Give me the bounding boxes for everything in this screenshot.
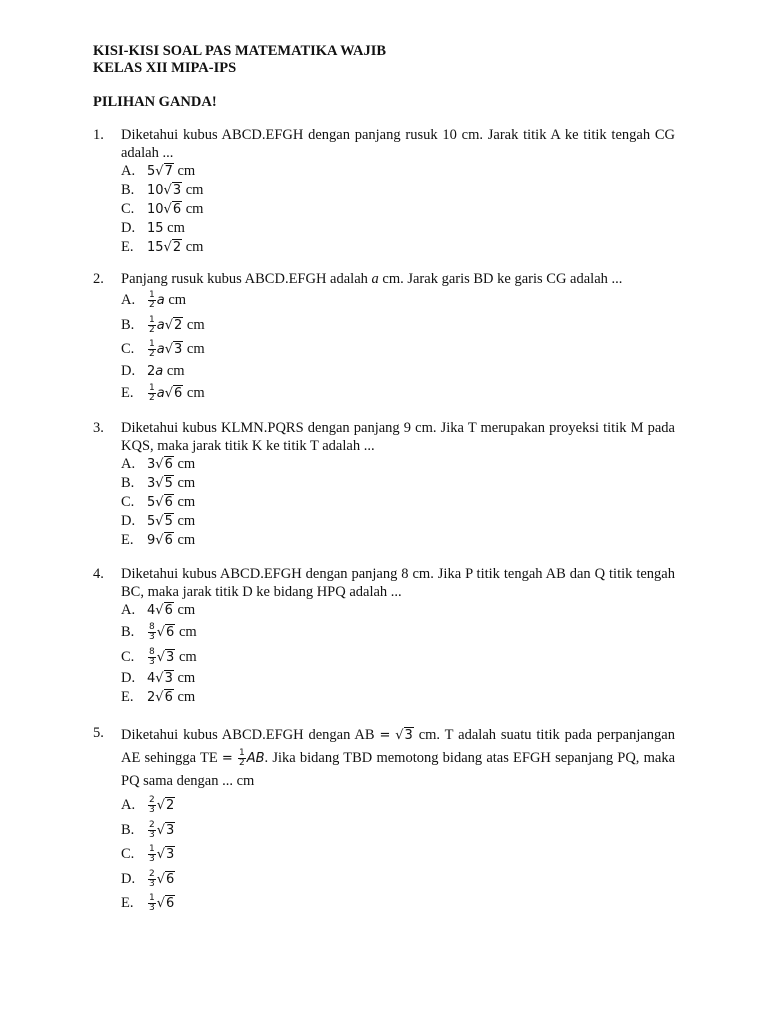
question-4	[93, 565, 675, 707]
question-text: Diketahui kubus ABCD.EFGH dengan AB = √3 cm. T adalah suatu titik pada perpanjangan AE sehingga TE = $\frac{1}{2}$ AB. Jika bidang TBD memotong bidang atas EFGH sepanjang PQ, maka PQ sama dengan ... cm	[121, 727, 676, 789]
option-a[interactable]: A. 5√7 cm	[121, 163, 196, 179]
question-number: 4.	[93, 566, 104, 582]
question-1	[93, 126, 675, 257]
option-d[interactable]: D. $\frac{2}{3}$ √6	[121, 868, 175, 889]
question-2	[93, 270, 675, 405]
option-a[interactable]: A. 3√6 cm	[121, 456, 196, 472]
option-c[interactable]: C. 10√6 cm	[121, 201, 204, 217]
option-a[interactable]: A. $\frac{1}{2}$ a cm	[121, 290, 187, 311]
question-number: 2.	[93, 271, 104, 287]
section-heading: PILIHAN GANDA!	[93, 94, 217, 110]
document-subtitle: KELAS XII MIPA-IPS	[93, 60, 237, 76]
option-e[interactable]: E. 9√6 cm	[121, 532, 196, 548]
option-d[interactable]: D. 2a cm	[121, 362, 185, 379]
option-e[interactable]: E. $\frac{1}{3}$ √6	[121, 893, 175, 914]
option-d[interactable]: D. 5√5 cm	[121, 513, 196, 529]
question-number: 3.	[93, 420, 104, 436]
question-text: Panjang rusuk kubus ABCD.EFGH adalah a cm. Jarak garis BD ke garis CG adalah ...	[121, 271, 623, 287]
option-b[interactable]: B. 10√3 cm	[121, 182, 204, 198]
document-title: KISI-KISI SOAL PAS MATEMATIKA WAJIB	[93, 43, 387, 59]
option-b[interactable]: B. $\frac{1}{2}$ a√2 cm	[121, 314, 205, 335]
option-c[interactable]: C. $\frac{1}{3}$ √3	[121, 844, 175, 865]
question-3	[93, 419, 675, 550]
option-d[interactable]: D. 15 cm	[121, 220, 185, 236]
option-e[interactable]: E. 2√6 cm	[121, 689, 196, 705]
option-e[interactable]: E. 15√2 cm	[121, 239, 204, 255]
option-a[interactable]: A. $\frac{2}{3}$ √2	[121, 795, 175, 816]
option-c[interactable]: C. $\frac{8}{3}$ √3 cm	[121, 646, 197, 667]
question-text: Diketahui kubus ABCD.EFGH dengan panjang 8 cm. Jika P titik tengah AB dan Q titik tengah BC, maka jarak titik D ke bidang HPQ adalah ...	[121, 566, 675, 600]
question-text: Diketahui kubus ABCD.EFGH dengan panjang rusuk 10 cm. Jarak titik A ke titik tengah CG adalah ...	[121, 127, 675, 161]
option-c[interactable]: C. 5√6 cm	[121, 494, 196, 510]
option-b[interactable]: B. 3√5 cm	[121, 475, 196, 491]
question-text: Diketahui kubus KLMN.PQRS dengan panjang 9 cm. Jika T merupakan proyeksi titik M pada KQS, maka jarak titik K ke titik T adalah ...	[121, 420, 675, 454]
question-5	[93, 724, 675, 916]
option-d[interactable]: D. 4√3 cm	[121, 670, 196, 686]
question-number: 5.	[93, 725, 104, 741]
option-b[interactable]: B. $\frac{2}{3}$ √3	[121, 819, 175, 840]
option-b[interactable]: B. $\frac{8}{3}$ √6 cm	[121, 622, 197, 643]
option-a[interactable]: A. 4√6 cm	[121, 602, 196, 618]
question-number: 1.	[93, 127, 104, 143]
option-c[interactable]: C. $\frac{1}{2}$ a√3 cm	[121, 339, 205, 360]
option-e[interactable]: E. $\frac{1}{2}$ a√6 cm	[121, 382, 205, 403]
